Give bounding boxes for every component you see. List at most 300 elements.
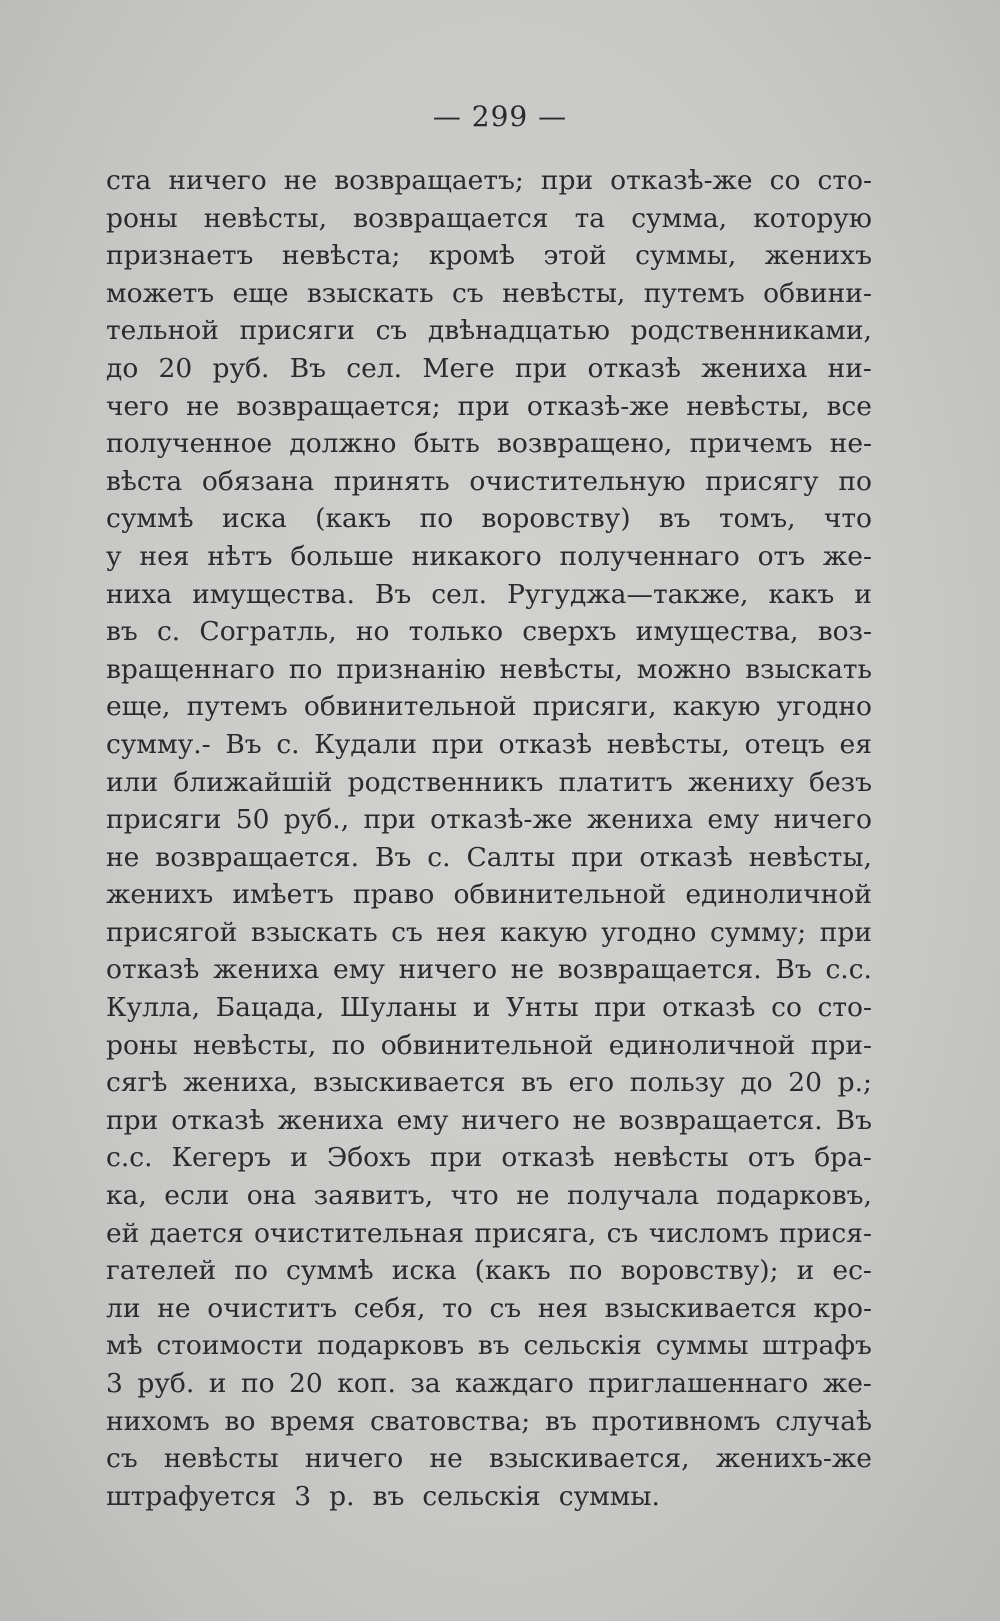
- word: въ: [521, 1067, 553, 1099]
- word: полученнаго: [559, 540, 740, 572]
- word: путемъ: [643, 277, 745, 309]
- word: нѣтъ: [207, 540, 273, 572]
- word: р.: [329, 1480, 355, 1512]
- word: все: [826, 390, 872, 422]
- page-number: — 299 —: [432, 100, 568, 133]
- text-line: [106, 1027, 872, 1065]
- text-line: [106, 312, 872, 350]
- word: обязана: [201, 465, 315, 497]
- word: угодно: [601, 916, 697, 948]
- word: при: [819, 916, 872, 948]
- word: жениха: [213, 954, 320, 986]
- text-line: [106, 275, 872, 313]
- word: р.;: [837, 1067, 872, 1099]
- text-line: [106, 425, 872, 463]
- word: ничего: [461, 1104, 560, 1136]
- word: отказѣ: [662, 992, 756, 1024]
- word: женихъ: [764, 240, 872, 272]
- word: и: [290, 1142, 308, 1174]
- word: по: [568, 1255, 603, 1287]
- word: нихомъ: [106, 1405, 210, 1437]
- word: у: [106, 540, 122, 572]
- word: роны: [106, 1029, 178, 1061]
- word: противномъ: [591, 1405, 761, 1437]
- word: въ: [372, 1480, 405, 1512]
- text-line: [106, 613, 872, 651]
- word: вращеннаго: [106, 653, 275, 685]
- word: воровству);: [620, 1255, 779, 1287]
- word: ничего: [304, 1443, 404, 1475]
- word: с.: [427, 841, 451, 873]
- word: если: [164, 1180, 230, 1212]
- word: имущества,: [635, 616, 799, 648]
- word: Бацада,: [215, 992, 325, 1024]
- word: суммѣ: [286, 1255, 374, 1287]
- word: вѣста: [106, 465, 183, 497]
- word: при: [571, 841, 624, 873]
- word: ста: [106, 165, 152, 196]
- word: Кулла,: [106, 992, 200, 1024]
- word: жениха,: [183, 1067, 298, 1099]
- word: со: [771, 992, 802, 1024]
- text-line: [106, 1478, 872, 1516]
- word: какую: [499, 916, 588, 948]
- word: безъ: [809, 766, 872, 798]
- word: быть: [413, 428, 480, 460]
- word: воз-: [817, 616, 872, 648]
- word: иска: [221, 503, 287, 535]
- word: его: [568, 1067, 615, 1099]
- word: нея: [436, 916, 487, 948]
- word: отказѣ: [171, 1104, 265, 1136]
- word: 3: [106, 1368, 123, 1399]
- word: стоимости: [156, 1330, 304, 1362]
- word: должно: [289, 428, 397, 460]
- text-line: [106, 1064, 872, 1102]
- word: обвини-: [763, 277, 872, 309]
- word: жениха: [701, 352, 808, 384]
- word: невѣсты,: [203, 202, 328, 234]
- word: по: [240, 1368, 275, 1399]
- word: штрафъ: [762, 1330, 872, 1362]
- text-line: [106, 651, 872, 689]
- word: по: [419, 503, 454, 535]
- word: ей: [106, 1217, 140, 1249]
- word: себя,: [353, 1292, 426, 1324]
- text-line: [106, 1327, 872, 1365]
- word: невѣста;: [281, 240, 401, 272]
- word: невѣсты,: [606, 728, 730, 760]
- word: Согратль,: [199, 616, 337, 648]
- word: единоличной: [685, 879, 872, 911]
- word: ему: [333, 954, 385, 986]
- word: сватовства;: [369, 1405, 531, 1437]
- word: и: [796, 1255, 815, 1287]
- word: невѣсты,: [193, 1029, 317, 1061]
- text-line: [106, 1215, 872, 1253]
- word: присяга,: [474, 1217, 597, 1249]
- word: при: [540, 165, 594, 196]
- text-line: [106, 576, 872, 614]
- word: отказѣ: [639, 841, 733, 873]
- word: Въ: [775, 954, 812, 986]
- word: мѣ: [106, 1330, 143, 1362]
- word: дается: [149, 1217, 244, 1249]
- word: (какъ: [474, 1255, 551, 1287]
- word: сверхъ: [522, 616, 617, 648]
- word: руб.: [137, 1368, 195, 1399]
- word: Унты: [505, 992, 579, 1024]
- text-line: [106, 463, 872, 501]
- word: не: [572, 1104, 607, 1136]
- word: Кудали: [314, 728, 417, 760]
- word: никакого: [411, 540, 542, 572]
- word: по: [288, 653, 323, 685]
- word: отказѣ-же: [526, 390, 670, 422]
- word: же-: [822, 1368, 872, 1399]
- word: или: [106, 766, 159, 798]
- word: присяги: [106, 804, 222, 836]
- word: каждаго: [455, 1368, 574, 1399]
- word: присяги: [239, 315, 355, 347]
- word: отъ: [747, 1142, 796, 1174]
- word: взыскать: [306, 277, 434, 309]
- word: 20: [158, 352, 193, 384]
- text-line: [106, 951, 872, 989]
- word: взыскивается,: [488, 1443, 690, 1475]
- word: только: [408, 616, 504, 648]
- word: и: [208, 1368, 227, 1399]
- body-text: [106, 162, 872, 1515]
- word: въ: [106, 616, 138, 648]
- text-line: [106, 989, 872, 1027]
- word: роны: [106, 202, 178, 234]
- word: Въ: [225, 728, 262, 760]
- word: сумму;: [709, 916, 807, 948]
- word: обвинительной: [380, 1029, 594, 1061]
- word: бра-: [814, 1142, 872, 1174]
- word: невѣсты: [163, 1443, 279, 1475]
- word: иска: [391, 1255, 457, 1287]
- word: воровству): [481, 503, 631, 535]
- word: случаѣ: [775, 1405, 872, 1437]
- word: подарковъ: [317, 1330, 465, 1362]
- word: еще: [232, 277, 289, 309]
- word: возвращается;: [236, 390, 441, 422]
- word: родственниками,: [630, 315, 872, 347]
- word: при: [106, 1104, 159, 1136]
- word: до: [106, 352, 139, 384]
- word: 50: [235, 804, 270, 836]
- word: ка,: [106, 1180, 147, 1212]
- word: (какъ: [315, 503, 392, 535]
- text-line: [106, 1139, 872, 1177]
- word: жениху: [687, 766, 794, 798]
- word: не: [106, 841, 140, 873]
- word: она: [246, 1180, 297, 1212]
- word: не: [157, 1292, 191, 1324]
- word: принять: [333, 465, 450, 497]
- word: обвинительной: [453, 879, 667, 911]
- word: ничего: [773, 804, 872, 836]
- word: присягу: [705, 465, 819, 497]
- word: какъ: [768, 578, 835, 610]
- word: сельскія: [523, 1330, 642, 1362]
- word: женихъ: [106, 879, 214, 911]
- word: Въ: [374, 578, 412, 610]
- word: еще,: [106, 691, 171, 723]
- word: сумма,: [631, 202, 728, 234]
- word: возвращается.: [155, 841, 360, 873]
- word: получала: [567, 1180, 700, 1212]
- text-line: [106, 914, 872, 952]
- word: сягѣ: [106, 1067, 168, 1099]
- word: угодно: [776, 691, 872, 723]
- word: коп.: [337, 1368, 396, 1399]
- word: ес-: [832, 1255, 872, 1287]
- word: ему: [707, 804, 760, 836]
- word: сел.: [431, 578, 488, 610]
- word: отказѣ: [587, 352, 681, 384]
- word: присяги,: [532, 691, 657, 723]
- word: чего: [106, 390, 170, 422]
- word: прися-: [779, 1217, 872, 1249]
- word: ли: [106, 1292, 141, 1324]
- word: сумму.-: [106, 728, 211, 760]
- word: невѣсты,: [686, 390, 810, 422]
- word: суммы: [655, 1330, 749, 1362]
- word: невѣсты,: [499, 653, 623, 685]
- word: ему: [396, 1104, 449, 1136]
- word: какую: [672, 691, 761, 723]
- word: единоличной: [608, 1029, 796, 1061]
- word: возвращается: [353, 202, 549, 234]
- word: руб.,: [283, 804, 350, 836]
- word: отказѣ: [498, 728, 593, 760]
- text-line: [106, 388, 872, 426]
- text-line: [106, 801, 872, 839]
- word: очиститъ: [207, 1292, 338, 1324]
- word: сел.: [346, 352, 403, 384]
- word: взыскать: [250, 916, 378, 948]
- text-line: [106, 500, 872, 538]
- word: тельной: [106, 315, 219, 347]
- text-line: [106, 162, 872, 200]
- word: при: [514, 352, 568, 384]
- word: числомъ: [648, 1217, 769, 1249]
- word: Ругуджа—также,: [507, 578, 749, 610]
- word: по: [234, 1255, 268, 1287]
- word: очистительная: [253, 1217, 465, 1249]
- word: нея: [139, 540, 190, 572]
- word: отказѣ: [106, 954, 200, 986]
- word: въ: [658, 503, 691, 535]
- word: отказѣ-же: [430, 804, 573, 836]
- word: ничего: [168, 165, 267, 196]
- word: 20: [788, 1067, 823, 1099]
- word: пользу: [629, 1067, 725, 1099]
- word: Въ: [375, 841, 412, 873]
- word: признанію: [336, 653, 486, 685]
- word: не: [510, 954, 545, 986]
- word: суммѣ: [106, 503, 194, 535]
- word: съ: [375, 315, 408, 347]
- word: отказѣ: [501, 1142, 595, 1174]
- text-line: [106, 1290, 872, 1328]
- text-line: [106, 237, 872, 275]
- word: право: [353, 879, 435, 911]
- word: платитъ: [558, 766, 673, 798]
- word: имѣетъ: [232, 879, 334, 911]
- word: невѣсты,: [748, 841, 872, 873]
- word: взыскать: [745, 653, 872, 685]
- word: кро-: [813, 1292, 872, 1324]
- word: ничего: [398, 954, 498, 986]
- word: невѣсты,: [502, 277, 626, 309]
- word: возвращается.: [557, 954, 762, 986]
- word: кромѣ: [428, 240, 515, 272]
- word: двѣнадцатью: [427, 315, 610, 347]
- text-line: [106, 839, 872, 877]
- word: ниха: [106, 578, 173, 610]
- word: суммы,: [635, 240, 737, 272]
- word: но: [355, 616, 390, 648]
- word: не-: [829, 428, 872, 460]
- text-line: [106, 726, 872, 764]
- word: можно: [636, 653, 732, 685]
- text-line: [106, 350, 872, 388]
- word: по: [331, 1029, 366, 1061]
- word: по: [838, 465, 872, 497]
- word: полученное: [106, 428, 273, 460]
- word: та: [574, 202, 606, 234]
- word: отъ: [757, 540, 806, 572]
- word: с.с.: [106, 1142, 153, 1174]
- word: время: [270, 1405, 356, 1437]
- word: жениха: [586, 804, 694, 836]
- word: въ: [545, 1405, 577, 1437]
- word: можетъ: [106, 277, 215, 309]
- word: нея: [537, 1292, 588, 1324]
- text-line: [106, 538, 872, 576]
- text-line: [106, 1440, 872, 1478]
- word: отецъ: [744, 728, 825, 760]
- word: не: [429, 1443, 463, 1475]
- word: суммы.: [558, 1480, 660, 1512]
- word: Въ: [835, 1104, 872, 1136]
- word: взыскивается: [604, 1292, 797, 1324]
- word: сельскія: [422, 1480, 541, 1512]
- word: во: [224, 1405, 256, 1437]
- word: жениха: [277, 1104, 384, 1136]
- word: 20: [289, 1368, 323, 1399]
- word: Эбохъ: [326, 1142, 411, 1174]
- word: же-: [822, 540, 872, 572]
- text-line: [106, 764, 872, 802]
- word: при: [594, 992, 647, 1024]
- word: ни-: [827, 352, 872, 384]
- word: съ: [606, 1217, 639, 1249]
- word: томъ,: [718, 503, 796, 535]
- word: взыскивается: [313, 1067, 506, 1099]
- word: ближайшій: [173, 766, 333, 798]
- word: съ: [391, 916, 423, 948]
- word: невѣсты: [613, 1142, 729, 1174]
- word: 3: [294, 1480, 312, 1512]
- word: до: [740, 1067, 773, 1099]
- word: этой: [543, 240, 607, 272]
- word: женихъ-же: [715, 1443, 872, 1475]
- word: Кегеръ: [171, 1142, 272, 1174]
- word: штрафуется: [106, 1480, 277, 1512]
- word: очистительную: [469, 465, 686, 497]
- word: не: [186, 390, 220, 422]
- word: путемъ: [186, 691, 288, 723]
- word: подарковъ,: [716, 1180, 872, 1212]
- word: Въ: [289, 352, 327, 384]
- word: с.с.: [825, 954, 872, 986]
- word: не: [283, 165, 318, 196]
- word: сто-: [817, 165, 872, 196]
- word: и: [472, 992, 491, 1024]
- word: руб.: [212, 352, 270, 384]
- word: съ: [489, 1292, 522, 1324]
- word: Меге: [422, 352, 495, 384]
- text-line: [106, 688, 872, 726]
- word: Салты: [466, 841, 556, 873]
- word: обвинительной: [303, 691, 517, 723]
- word: въ: [477, 1330, 510, 1362]
- word: при: [431, 728, 484, 760]
- word: возвращаетъ;: [334, 165, 524, 196]
- word: возвращено,: [496, 428, 673, 460]
- word: и: [854, 578, 872, 610]
- word: возвращается.: [618, 1104, 823, 1136]
- word: съ: [452, 277, 484, 309]
- word: со: [769, 165, 801, 196]
- text-line: [106, 876, 872, 914]
- word: при: [457, 390, 510, 422]
- text-line: [106, 1403, 872, 1441]
- word: с.: [276, 728, 300, 760]
- word: ея: [839, 728, 872, 760]
- word: не: [516, 1180, 550, 1212]
- word: присягой: [106, 916, 238, 948]
- word: родственникъ: [347, 766, 544, 798]
- text-line: [106, 200, 872, 238]
- text-line: [106, 1252, 872, 1290]
- word: то: [442, 1292, 473, 1324]
- word: которую: [753, 202, 872, 234]
- word: съ: [106, 1443, 138, 1475]
- word: что: [450, 1180, 499, 1212]
- word: отказѣ-же: [610, 165, 753, 196]
- word: за: [410, 1368, 441, 1399]
- word: приглашеннаго: [588, 1368, 809, 1399]
- word: Шуланы: [339, 992, 458, 1024]
- word: при-: [810, 1029, 872, 1061]
- word: при: [363, 804, 416, 836]
- word: признаетъ: [106, 240, 254, 272]
- word: что: [823, 503, 872, 535]
- word: с.: [156, 616, 181, 648]
- word: при: [429, 1142, 483, 1174]
- word: сто-: [817, 992, 872, 1024]
- text-line: [106, 1177, 872, 1215]
- word: имущества.: [192, 578, 355, 610]
- word: гателей: [106, 1255, 217, 1287]
- text-line: [106, 1102, 872, 1140]
